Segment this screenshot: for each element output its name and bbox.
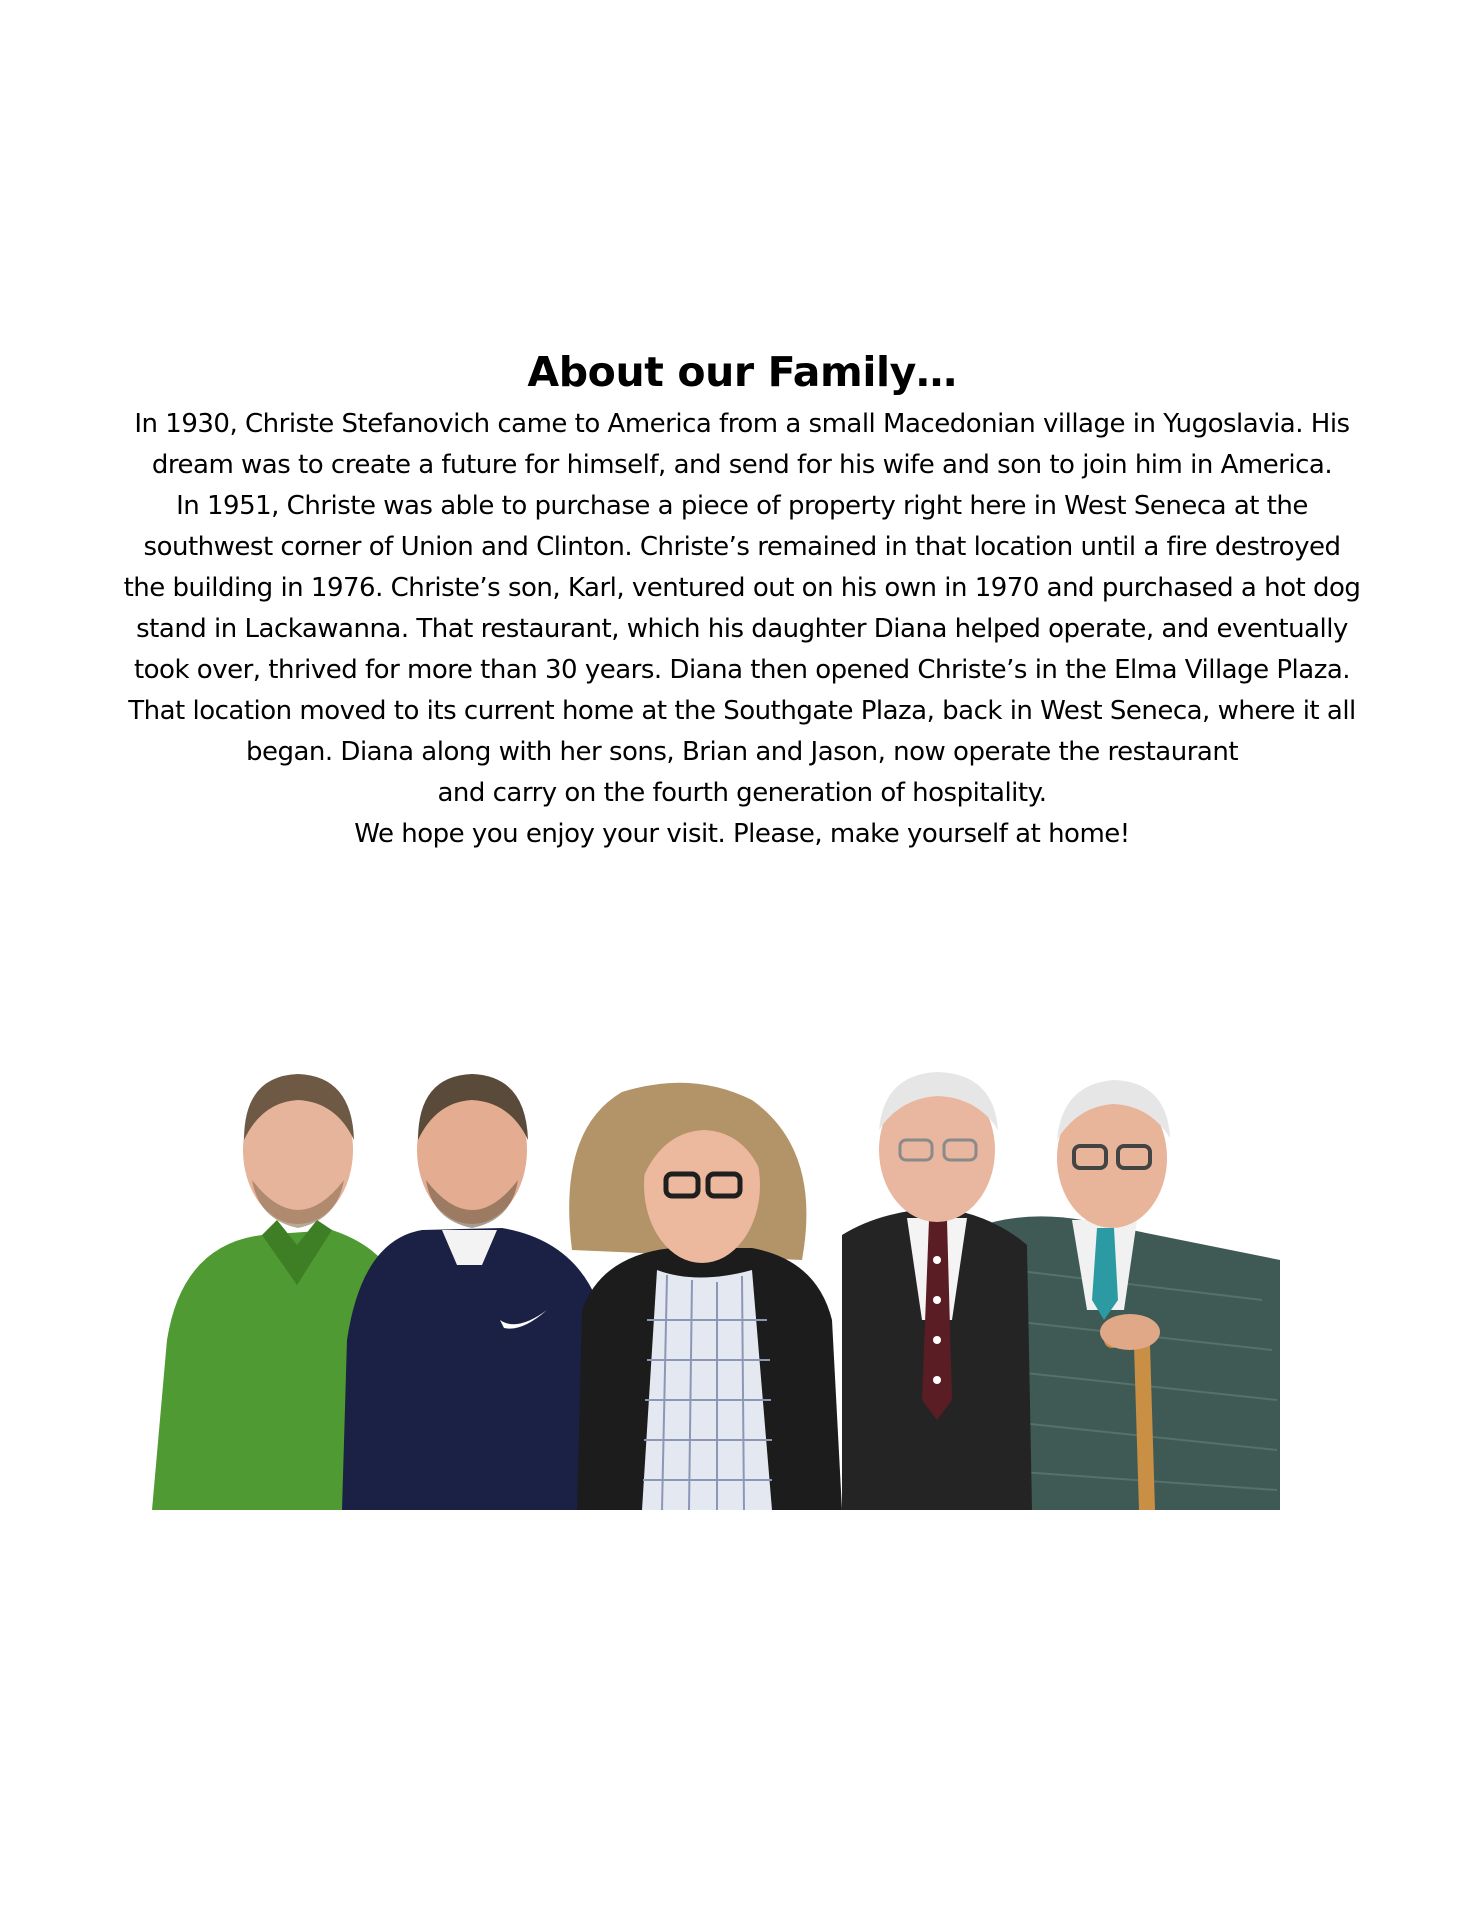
story-line: We hope you enjoy your visit. Please, make yourself at home! [354,819,1130,849]
story-line: In 1930, Christe Stefanovich came to America from a small Macedonian village in Yugoslavia. His [134,409,1350,439]
story-line: took over, thrived for more than 30 years. Diana then opened Christe’s in the Elma Village Plaza. [133,655,1351,685]
story-line: That location moved to its current home at the Southgate Plaza, back in West Seneca, where it all [128,696,1356,726]
plaid-top [642,1270,772,1510]
story-line: and carry on the fourth generation of hospitality. [437,778,1047,808]
tie-pattern [933,1256,941,1264]
person-grandfather-suit [842,1072,1032,1510]
story-line: southwest corner of Union and Clinton. Christe’s remained in that location until a fire destroyed [143,532,1341,562]
page-title: About our Family… [527,348,957,396]
family-photo [152,1070,1280,1510]
tie-pattern [933,1376,941,1384]
hands [1100,1314,1160,1350]
family-story [0,404,1484,855]
story-line: stand in Lackawanna. That restaurant, which his daughter Diana helped operate, and eventually [136,614,1348,644]
tie-pattern [933,1336,941,1344]
story-line: the building in 1976. Christe’s son, Karl, ventured out on his own in 1970 and purchased a hot dog [123,573,1361,603]
person-diana [569,1083,842,1510]
person-jason-navy [342,1074,602,1510]
tie-pattern [933,1296,941,1304]
story-line: dream was to create a future for himself, and send for his wife and son to join him in America. [151,450,1333,480]
navy-shirt [342,1228,602,1510]
story-line: In 1951, Christe was able to purchase a piece of property right here in West Seneca at the [176,491,1308,521]
story-line: began. Diana along with her sons, Brian and Jason, now operate the restaurant [245,737,1239,767]
